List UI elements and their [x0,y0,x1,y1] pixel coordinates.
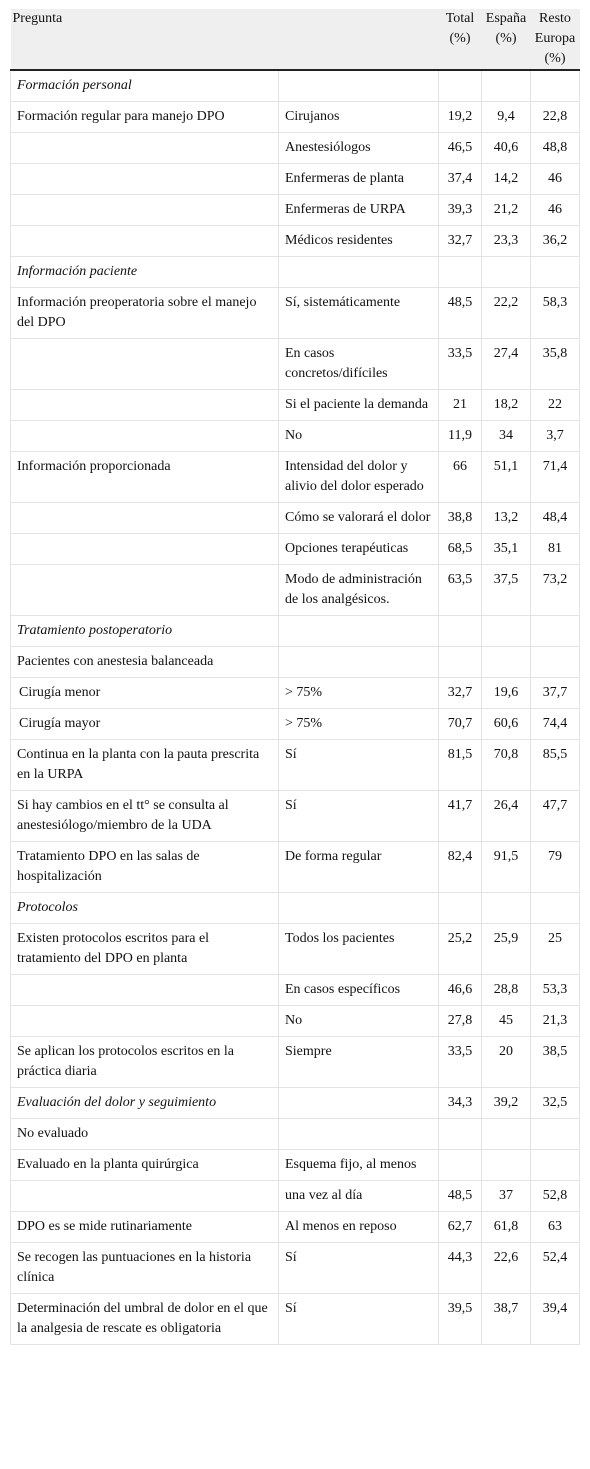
espana-cell: 61,8 [482,1212,531,1243]
total-cell: 48,5 [439,288,482,339]
espana-cell: 45 [482,1006,531,1037]
table-row [11,1212,580,1243]
header-total-line1: Total [445,11,475,26]
answer-cell: Sí [279,1294,439,1345]
answer-cell [279,1119,439,1150]
total-cell: 68,5 [439,534,482,565]
total-cell: 46,6 [439,975,482,1006]
resto-europa-cell: 36,2 [531,226,580,257]
espana-cell: 26,4 [482,791,531,842]
table-row [11,534,580,565]
question-cell [11,534,279,565]
total-cell: 32,7 [439,678,482,709]
answer-cell: Sí [279,1243,439,1294]
total-cell: 41,7 [439,791,482,842]
table-row [11,1181,580,1212]
espana-cell: 19,6 [482,678,531,709]
header-pregunta: Pregunta [11,9,279,70]
espana-cell: 14,2 [482,164,531,195]
question-cell [11,1181,279,1212]
espana-cell: 35,1 [482,534,531,565]
answer-cell: Enfermeras de planta [279,164,439,195]
question-cell: DPO es se mide rutinariamente [11,1212,279,1243]
total-cell [439,1150,482,1181]
espana-cell [482,1119,531,1150]
question-cell: Protocolos [11,893,279,924]
table-row [11,791,580,842]
resto-europa-cell: 71,4 [531,452,580,503]
total-cell: 32,7 [439,226,482,257]
resto-europa-cell: 81 [531,534,580,565]
question-cell [11,226,279,257]
answer-cell: > 75% [279,709,439,740]
question-cell: Formación regular para manejo DPO [11,102,279,133]
question-cell [11,390,279,421]
total-cell: 34,3 [439,1088,482,1119]
resto-europa-cell [531,1150,580,1181]
espana-cell: 18,2 [482,390,531,421]
table-row [11,740,580,791]
question-cell: Existen protocolos escritos para el tratamiento del DPO en planta [11,924,279,975]
resto-europa-cell: 38,5 [531,1037,580,1088]
total-cell: 48,5 [439,1181,482,1212]
espana-cell: 27,4 [482,339,531,390]
answer-cell: Anestesiólogos [279,133,439,164]
resto-europa-cell: 53,3 [531,975,580,1006]
question-cell: No evaluado [11,1119,279,1150]
question-cell [11,565,279,616]
espana-cell [482,257,531,288]
question-cell [11,421,279,452]
espana-cell: 40,6 [482,133,531,164]
header-espana-line2: (%) [495,31,517,46]
table-row [11,709,580,740]
resto-europa-cell: 22 [531,390,580,421]
question-cell [11,1006,279,1037]
resto-europa-cell: 39,4 [531,1294,580,1345]
header-row [11,9,580,70]
answer-cell: Siempre [279,1037,439,1088]
total-cell: 33,5 [439,1037,482,1088]
question-cell: Cirugía menor [11,678,279,709]
header-espana [482,9,531,70]
header-resto-line2: Europa [534,31,576,46]
espana-cell: 60,6 [482,709,531,740]
table-row [11,1006,580,1037]
resto-europa-cell [531,70,580,102]
question-cell: Tratamiento DPO en las salas de hospitalización [11,842,279,893]
table-row [11,503,580,534]
question-cell: Si hay cambios en el tt° se consulta al anestesiólogo/miembro de la UDA [11,791,279,842]
resto-europa-cell: 48,4 [531,503,580,534]
table-row [11,647,580,678]
total-cell: 38,8 [439,503,482,534]
table-row [11,421,580,452]
question-cell: Se aplican los protocolos escritos en la práctica diaria [11,1037,279,1088]
question-cell: Continua en la planta con la pauta prescrita en la URPA [11,740,279,791]
resto-europa-cell: 63 [531,1212,580,1243]
resto-europa-cell: 37,7 [531,678,580,709]
table-row [11,678,580,709]
answer-cell: En casos concretos/difíciles [279,339,439,390]
total-cell [439,257,482,288]
table-row [11,1119,580,1150]
resto-europa-cell: 52,8 [531,1181,580,1212]
answer-cell: Sí [279,791,439,842]
table-row [11,1243,580,1294]
resto-europa-cell [531,616,580,647]
question-cell [11,339,279,390]
table-container [10,9,579,1345]
table-row [11,1294,580,1345]
total-cell: 27,8 [439,1006,482,1037]
resto-europa-cell: 79 [531,842,580,893]
header-espana-line1: España [485,11,527,26]
table-row [11,339,580,390]
espana-cell: 13,2 [482,503,531,534]
table-row [11,1037,580,1088]
answer-cell: Sí [279,740,439,791]
answer-cell: Todos los pacientes [279,924,439,975]
table-row [11,1150,580,1181]
answer-cell: Si el paciente la demanda [279,390,439,421]
total-cell: 44,3 [439,1243,482,1294]
espana-cell: 91,5 [482,842,531,893]
espana-cell: 21,2 [482,195,531,226]
header-resto-line1: Resto [539,11,571,26]
total-cell: 46,5 [439,133,482,164]
question-cell: Evaluación del dolor y seguimiento [11,1088,279,1119]
question-cell: Información paciente [11,257,279,288]
resto-europa-cell [531,1119,580,1150]
question-cell [11,975,279,1006]
resto-europa-cell: 85,5 [531,740,580,791]
espana-cell [482,893,531,924]
answer-cell: Al menos en reposo [279,1212,439,1243]
total-cell: 25,2 [439,924,482,975]
table-row [11,102,580,133]
total-cell: 19,2 [439,102,482,133]
answer-cell: Enfermeras de URPA [279,195,439,226]
total-cell: 33,5 [439,339,482,390]
resto-europa-cell: 47,7 [531,791,580,842]
answer-cell: Intensidad del dolor y alivio del dolor esperado [279,452,439,503]
question-cell: Pacientes con anestesia balanceada [11,647,279,678]
answer-cell [279,70,439,102]
survey-table [10,9,580,1345]
espana-cell: 70,8 [482,740,531,791]
espana-cell: 28,8 [482,975,531,1006]
answer-cell [279,647,439,678]
table-row [11,565,580,616]
espana-cell: 25,9 [482,924,531,975]
espana-cell: 22,6 [482,1243,531,1294]
resto-europa-cell: 58,3 [531,288,580,339]
espana-cell: 34 [482,421,531,452]
answer-cell: De forma regular [279,842,439,893]
total-cell [439,70,482,102]
section-row [11,257,580,288]
table-row [11,924,580,975]
section-row [11,893,580,924]
espana-cell [482,70,531,102]
question-cell [11,164,279,195]
section-row [11,1088,580,1119]
answer-cell: Médicos residentes [279,226,439,257]
answer-cell: Cómo se valorará el dolor [279,503,439,534]
section-row [11,70,580,102]
answer-cell: Sí, sistemáticamente [279,288,439,339]
resto-europa-cell: 3,7 [531,421,580,452]
total-cell: 21 [439,390,482,421]
header-resto-line3: (%) [544,51,566,66]
answer-cell: Esquema fijo, al menos [279,1150,439,1181]
question-cell: Información proporcionada [11,452,279,503]
header-total-line2: (%) [449,31,471,46]
espana-cell: 20 [482,1037,531,1088]
espana-cell [482,647,531,678]
question-cell [11,195,279,226]
table-row [11,164,580,195]
table-row [11,452,580,503]
espana-cell: 51,1 [482,452,531,503]
total-cell [439,1119,482,1150]
header-total [439,9,482,70]
table-row [11,842,580,893]
table-row [11,195,580,226]
espana-cell: 37 [482,1181,531,1212]
espana-cell: 9,4 [482,102,531,133]
espana-cell: 39,2 [482,1088,531,1119]
answer-cell: > 75% [279,678,439,709]
resto-europa-cell: 48,8 [531,133,580,164]
total-cell: 62,7 [439,1212,482,1243]
resto-europa-cell: 25 [531,924,580,975]
resto-europa-cell [531,647,580,678]
total-cell: 63,5 [439,565,482,616]
total-cell: 70,7 [439,709,482,740]
answer-cell: Cirujanos [279,102,439,133]
table-row [11,226,580,257]
total-cell: 82,4 [439,842,482,893]
answer-cell: Opciones terapéuticas [279,534,439,565]
question-cell: Evaluado en la planta quirúrgica [11,1150,279,1181]
section-row [11,616,580,647]
answer-cell [279,257,439,288]
total-cell: 81,5 [439,740,482,791]
total-cell [439,647,482,678]
table-row [11,288,580,339]
header-resto-europa [531,9,580,70]
table-body [11,70,580,1345]
question-cell: Cirugía mayor [11,709,279,740]
resto-europa-cell: 32,5 [531,1088,580,1119]
total-cell: 39,5 [439,1294,482,1345]
answer-cell: En casos específicos [279,975,439,1006]
resto-europa-cell: 21,3 [531,1006,580,1037]
table-row [11,975,580,1006]
resto-europa-cell: 74,4 [531,709,580,740]
question-cell [11,133,279,164]
answer-cell: Modo de administración de los analgésicos. [279,565,439,616]
answer-cell [279,1088,439,1119]
resto-europa-cell [531,893,580,924]
question-cell: Tratamiento postoperatorio [11,616,279,647]
table-header [11,9,580,70]
question-cell: Se recogen las puntuaciones en la historia clínica [11,1243,279,1294]
resto-europa-cell: 22,8 [531,102,580,133]
espana-cell [482,616,531,647]
resto-europa-cell: 73,2 [531,565,580,616]
resto-europa-cell: 35,8 [531,339,580,390]
total-cell [439,893,482,924]
espana-cell [482,1150,531,1181]
header-blank [279,9,439,70]
question-cell: Formación personal [11,70,279,102]
resto-europa-cell: 46 [531,195,580,226]
total-cell: 66 [439,452,482,503]
total-cell [439,616,482,647]
espana-cell: 23,3 [482,226,531,257]
answer-cell: No [279,421,439,452]
resto-europa-cell: 46 [531,164,580,195]
question-cell: Información preoperatoria sobre el manejo del DPO [11,288,279,339]
resto-europa-cell: 52,4 [531,1243,580,1294]
answer-cell: No [279,1006,439,1037]
question-cell [11,503,279,534]
espana-cell: 22,2 [482,288,531,339]
total-cell: 11,9 [439,421,482,452]
total-cell: 39,3 [439,195,482,226]
answer-cell [279,893,439,924]
answer-cell [279,616,439,647]
answer-cell: una vez al día [279,1181,439,1212]
espana-cell: 38,7 [482,1294,531,1345]
resto-europa-cell [531,257,580,288]
espana-cell: 37,5 [482,565,531,616]
question-cell: Determinación del umbral de dolor en el que la analgesia de rescate es obligatoria [11,1294,279,1345]
table-row [11,390,580,421]
table-row [11,133,580,164]
total-cell: 37,4 [439,164,482,195]
